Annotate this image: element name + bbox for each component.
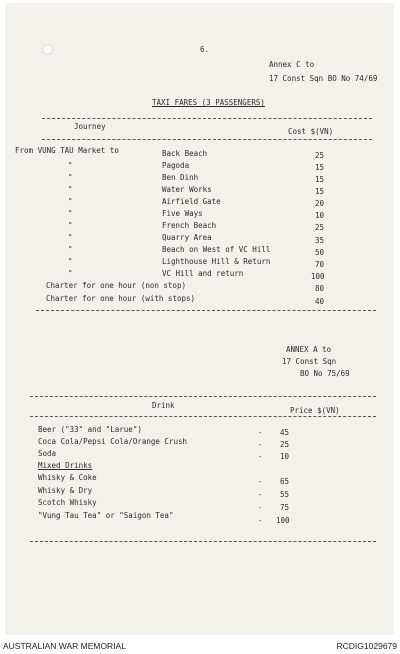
drink-name: Coca Cola/Pepsi Cola/Orange Crush <box>38 437 188 446</box>
footer-id: RCDIG1029679 <box>336 641 397 651</box>
taxi-cost: 10 <box>315 211 325 220</box>
ditto-mark: " <box>68 221 73 230</box>
taxi-destination: Back Beach <box>162 149 208 158</box>
taxi-destination: Lighthouse Hill & Return <box>162 257 271 266</box>
drink-name: Whisky & Coke <box>38 473 97 482</box>
taxi-destination: Quarry Area <box>162 233 212 242</box>
divider <box>30 396 376 397</box>
drink-price: 65 <box>280 477 290 486</box>
divider <box>42 118 372 119</box>
drink-name: Scotch Whisky <box>38 498 97 507</box>
charter-cost: 80 <box>315 284 325 293</box>
ditto-mark: " <box>68 161 73 170</box>
dash-separator: - <box>258 503 263 512</box>
price-header: Price $(VN) <box>290 406 340 415</box>
punch-hole <box>42 44 53 55</box>
annex-a-line1: ANNEX A to <box>286 345 332 354</box>
drink-price: 55 <box>280 490 290 499</box>
drink-name: Beer ("33" and "Larue") <box>38 425 142 434</box>
taxi-cost: 15 <box>315 187 325 196</box>
taxi-cost: 15 <box>315 175 325 184</box>
ditto-mark: " <box>68 209 73 218</box>
drink-price: 75 <box>280 503 290 512</box>
taxi-cost: 50 <box>315 248 325 257</box>
drink-price: 25 <box>280 440 290 449</box>
annex-a-line3: BO No 75/69 <box>300 369 350 378</box>
annex-c-line2: 17 Const Sqn BO No 74/69 <box>269 74 378 83</box>
divider <box>36 310 376 311</box>
drink-price: 45 <box>280 428 290 437</box>
dash-separator: - <box>258 452 263 461</box>
taxi-destination: Ben Dinh <box>162 173 199 182</box>
taxi-destination: Five Ways <box>162 209 203 218</box>
annex-a-line2: 17 Const Sqn <box>282 357 337 366</box>
cost-header: Cost $(VN) <box>288 127 334 136</box>
taxi-cost: 100 <box>311 272 325 281</box>
taxi-destination: Beach on West of VC Hill <box>162 245 271 254</box>
dash-separator: - <box>258 440 263 449</box>
ditto-mark: " <box>68 185 73 194</box>
ditto-mark: " <box>68 257 73 266</box>
taxi-cost: 15 <box>315 163 325 172</box>
taxi-fares-title: TAXI FARES (3 PASSENGERS) <box>152 98 265 107</box>
taxi-destination: Water Works <box>162 185 212 194</box>
taxi-cost: 20 <box>315 199 325 208</box>
annex-c-line1: Annex C to <box>269 60 315 69</box>
taxi-cost: 70 <box>315 260 325 269</box>
mixed-drinks-heading: Mixed Drinks <box>38 461 93 470</box>
divider <box>30 416 376 417</box>
taxi-cost: 35 <box>315 236 325 245</box>
ditto-mark: " <box>68 245 73 254</box>
taxi-cost: 25 <box>315 151 325 160</box>
taxi-destination: French Beach <box>162 221 217 230</box>
ditto-mark: " <box>68 197 73 206</box>
taxi-destination: Pagoda <box>162 161 190 170</box>
dash-separator: - <box>258 490 263 499</box>
drink-name: Whisky & Dry <box>38 486 93 495</box>
taxi-cost: 25 <box>315 223 325 232</box>
charter-cost: 40 <box>315 297 325 306</box>
charter-label: Charter for one hour (non stop) <box>46 281 186 290</box>
dash-separator: - <box>258 516 263 525</box>
drink-price: 100 <box>276 516 290 525</box>
archive-footer <box>0 636 400 654</box>
drink-price: 10 <box>280 452 290 461</box>
taxi-destination: Airfield Gate <box>162 197 221 206</box>
footer-source: AUSTRALIAN WAR MEMORIAL <box>3 641 126 651</box>
charter-label: Charter for one hour (with stops) <box>46 294 196 303</box>
dash-separator: - <box>258 477 263 486</box>
drink-header: Drink <box>152 401 175 410</box>
dash-separator: - <box>258 428 263 437</box>
ditto-mark: " <box>68 173 73 182</box>
drink-name: Soda <box>38 449 57 458</box>
ditto-mark: " <box>68 233 73 242</box>
taxi-from-label: From VUNG TAU Market to <box>15 146 119 155</box>
drink-name: "Vung Tau Tea" or "Saigon Tea" <box>38 511 174 520</box>
journey-header: Journey <box>74 122 106 131</box>
divider <box>42 139 372 140</box>
document-page <box>6 4 393 634</box>
page-number: 6. <box>200 45 210 54</box>
divider <box>30 541 376 542</box>
ditto-mark: " <box>68 269 73 278</box>
taxi-destination: VC Hill and return <box>162 269 244 278</box>
